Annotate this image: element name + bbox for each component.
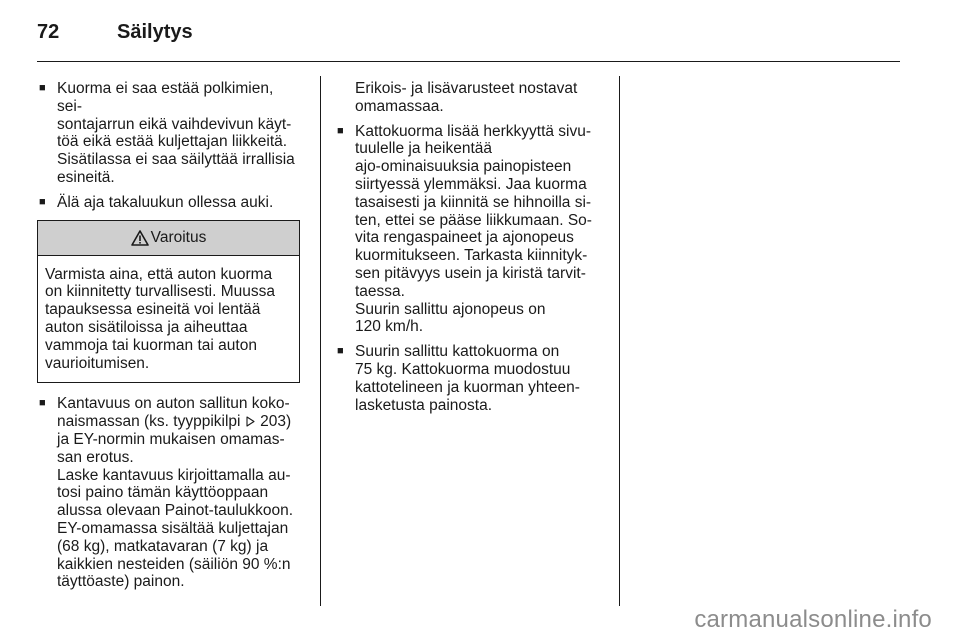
column-divider-left bbox=[320, 76, 321, 606]
line: vammoja tai kuorman tai auton bbox=[45, 336, 257, 354]
left-column bbox=[37, 80, 300, 591]
line: kaikkien nesteiden (säiliön 90 %:n bbox=[57, 555, 291, 573]
line: lasketusta painosta. bbox=[355, 396, 493, 414]
line: omamassaa. bbox=[355, 97, 444, 115]
bullet-payload bbox=[37, 395, 300, 466]
line: (68 kg), matkatavaran (7 kg) ja bbox=[57, 537, 269, 555]
line: töä eikä estää kuljettajan liikkeitä. bbox=[57, 133, 288, 151]
line: 75 kg. Kattokuorma muodostuu bbox=[355, 360, 571, 378]
line: Laske kantavuus kirjoittamalla au- bbox=[57, 466, 291, 484]
page-header bbox=[37, 14, 193, 50]
line: esineitä. bbox=[57, 168, 115, 186]
paragraph-calculate bbox=[37, 467, 300, 520]
line: ja EY-normin mukaisen omamas- bbox=[57, 430, 285, 448]
paragraph-curb-weight bbox=[37, 520, 300, 591]
line: alussa olevaan Painot-taulukkoon. bbox=[57, 502, 294, 520]
line: ten, ettei se pääse liikkumaan. So- bbox=[355, 211, 592, 229]
line: tuulelle ja heikentää bbox=[355, 140, 493, 158]
line: siirtyessä ylemmäksi. Jaa kuorma bbox=[355, 175, 587, 193]
line: 120 km/h. bbox=[355, 318, 424, 336]
paragraph-accessories bbox=[335, 80, 607, 116]
line: Suurin sallittu ajonopeus on bbox=[355, 300, 546, 318]
warning-body bbox=[38, 256, 299, 383]
line: naismassan (ks. tyyppikilpi bbox=[57, 413, 241, 431]
middle-column bbox=[335, 80, 607, 421]
column-divider-right bbox=[619, 76, 620, 606]
warning-box bbox=[37, 220, 300, 384]
line: tosi paino tämän käyttöoppaan bbox=[57, 484, 269, 502]
page-reference-arrow-icon bbox=[246, 416, 255, 427]
line: sontajarrun eikä vaihdevivun käyt- bbox=[57, 115, 292, 133]
line: kattotelineen ja kuorman yhteen- bbox=[355, 378, 580, 396]
line: vaurioitumisen. bbox=[45, 354, 150, 372]
line: Erikois- ja lisävarusteet nostavat bbox=[355, 80, 578, 97]
line: Suurin sallittu kattokuorma on bbox=[355, 343, 560, 361]
line: tasaisesti ja kiinnitä se hihnoilla si- bbox=[355, 193, 592, 211]
page-number: 72 bbox=[37, 20, 60, 43]
line: sen pitävyys usein ja kiristä tarvit- bbox=[355, 264, 586, 282]
line: Kantavuus on auton sallitun koko- bbox=[57, 395, 290, 413]
line: Sisätilassa ei saa säilyttää irrallisia bbox=[57, 151, 295, 169]
line: EY-omamassa sisältää kuljettajan bbox=[57, 519, 289, 537]
line: Varmista aina, että auton kuorma bbox=[45, 265, 273, 283]
line: auton sisätiloissa ja aiheuttaa bbox=[45, 318, 248, 336]
line: kuormitukseen. Tarkasta kiinnityk- bbox=[355, 247, 588, 265]
line: tapauksessa esineitä voi lentää bbox=[45, 301, 261, 319]
watermark: carmanualsonline.info bbox=[694, 606, 932, 633]
page-reference-link[interactable]: 203) bbox=[260, 413, 292, 431]
page-title: Säilytys bbox=[117, 20, 193, 43]
line: täyttöaste) painon. bbox=[57, 573, 185, 591]
line: Älä aja takaluukun ollessa auki. bbox=[57, 193, 274, 211]
bullet-max-roof-load bbox=[335, 343, 607, 414]
line: Kattokuorma lisää herkkyyttä sivu- bbox=[355, 122, 592, 140]
warning-header bbox=[38, 221, 299, 256]
paragraph-max-speed bbox=[335, 301, 607, 337]
line: ajo-ominaisuuksia painopisteen bbox=[355, 158, 572, 176]
line: taessa. bbox=[355, 282, 405, 300]
warning-triangle-icon bbox=[131, 230, 149, 246]
bullet-tailgate bbox=[37, 194, 300, 212]
header-rule bbox=[37, 61, 900, 62]
line: Kuorma ei saa estää polkimien, sei- bbox=[57, 80, 274, 115]
bullet-roof-load bbox=[335, 123, 607, 301]
line: on kiinnitetty turvallisesti. Muussa bbox=[45, 283, 276, 301]
bullet-load-pedals bbox=[37, 80, 300, 187]
line: vita rengaspaineet ja ajonopeus bbox=[355, 229, 574, 247]
line: san erotus. bbox=[57, 448, 134, 466]
warning-title: Varoitus bbox=[150, 228, 207, 246]
